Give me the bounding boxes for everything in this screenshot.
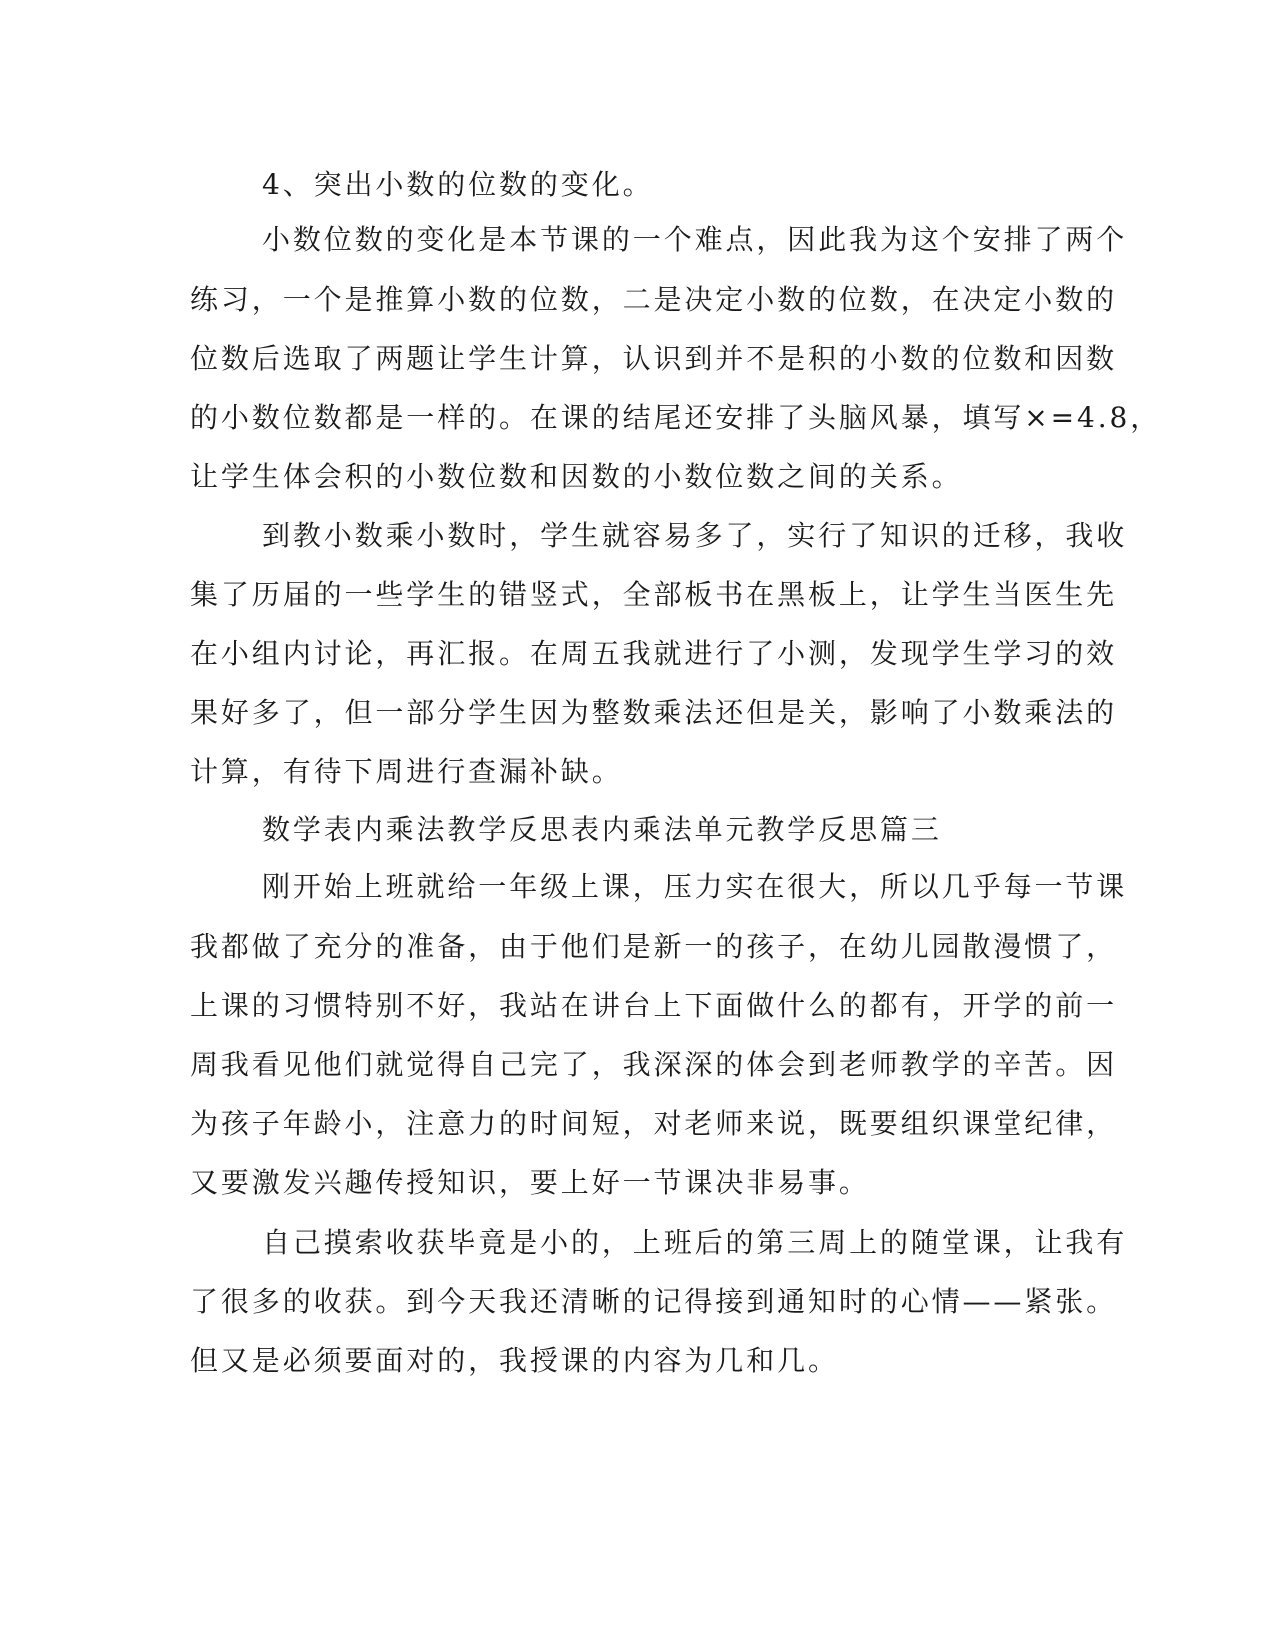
paragraph-line: 让学生体会积的小数位数和因数的小数位数之间的关系。: [190, 460, 963, 493]
paragraph-line: 计算，有待下周进行查漏补缺。: [190, 755, 623, 788]
paragraph-line: 在小组内讨论，再汇报。在周五我就进行了小测，发现学生学习的效: [190, 637, 1118, 670]
paragraph-line: 小数位数的变化是本节课的一个难点，因此我为这个安排了两个: [262, 223, 1128, 256]
heading-point-4: 4、突出小数的位数的变化。: [262, 168, 654, 201]
paragraph-line: 上课的习惯特别不好，我站在讲台上下面做什么的都有，开学的前一: [190, 989, 1118, 1022]
paragraph-line: 为孩子年龄小，注意力的时间短，对老师来说，既要组织课堂纪律，: [190, 1107, 1118, 1140]
paragraph-line: 位数后选取了两题让学生计算，认识到并不是积的小数的位数和因数: [190, 342, 1118, 375]
paragraph-line: 自己摸索收获毕竟是小的，上班后的第三周上的随堂课，让我有: [262, 1226, 1128, 1259]
paragraph-line: 但又是必须要面对的，我授课的内容为几和几。: [190, 1344, 839, 1377]
paragraph-line: 集了历届的一些学生的错竖式，全部板书在黑板上，让学生当医生先: [190, 578, 1118, 611]
paragraph-line: 周我看见他们就觉得自己完了，我深深的体会到老师教学的辛苦。因: [190, 1048, 1118, 1081]
section-title: 数学表内乘法教学反思表内乘法单元教学反思篇三: [262, 813, 942, 846]
paragraph-line: 练习，一个是推算小数的位数，二是决定小数的位数，在决定小数的: [190, 283, 1118, 316]
paragraph-line: 我都做了充分的准备，由于他们是新一的孩子，在幼儿园散漫惯了，: [190, 930, 1118, 963]
paragraph-line: 的小数位数都是一样的。在课的结尾还安排了头脑风暴，填写×=4.8，: [190, 401, 1162, 434]
paragraph-line: 到教小数乘小数时，学生就容易多了，实行了知识的迁移，我收: [262, 519, 1128, 552]
paragraph-line: 果好多了，但一部分学生因为整数乘法还但是关，影响了小数乘法的: [190, 696, 1118, 729]
paragraph-line: 了很多的收获。到今天我还清晰的记得接到通知时的心情——紧张。: [190, 1285, 1118, 1318]
paragraph-line: 刚开始上班就给一年级上课，压力实在很大，所以几乎每一节课: [262, 870, 1128, 903]
paragraph-line: 又要激发兴趣传授知识，要上好一节课决非易事。: [190, 1166, 870, 1199]
